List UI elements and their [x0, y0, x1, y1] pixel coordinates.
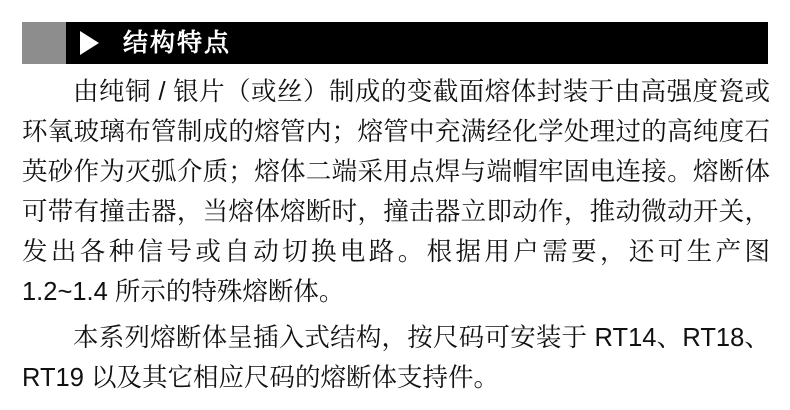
paragraph-2: 本系列熔断体呈插入式结构，按尺码可安装于 RT14、RT18、RT19 以及其它相应尺码的熔断体支持件。: [22, 324, 770, 392]
paragraph-1: 由纯铜 / 银片（或丝）制成的变截面熔体封装于由高强度瓷或环氧玻璃布管制成的熔管内；熔管中充满经化学处理过的高纯度石英砂作为灭弧介质；熔体二端采用点焊与端帽牢固电连接。熔断体可带有撞击器，当熔体熔断时，撞击器立即动作，推动微动开关，发出各种信号或自动切换电路。根据用户需要，还可生产图 1.2~1.4 所示的特殊熔断体。: [22, 78, 770, 306]
play-triangle-icon: [80, 31, 99, 55]
header-title-bar: [66, 22, 768, 64]
page-title: 结构特点: [123, 28, 232, 57]
header-accent-block: [22, 22, 66, 64]
section-header: [22, 22, 768, 64]
body-content: [22, 72, 770, 400]
